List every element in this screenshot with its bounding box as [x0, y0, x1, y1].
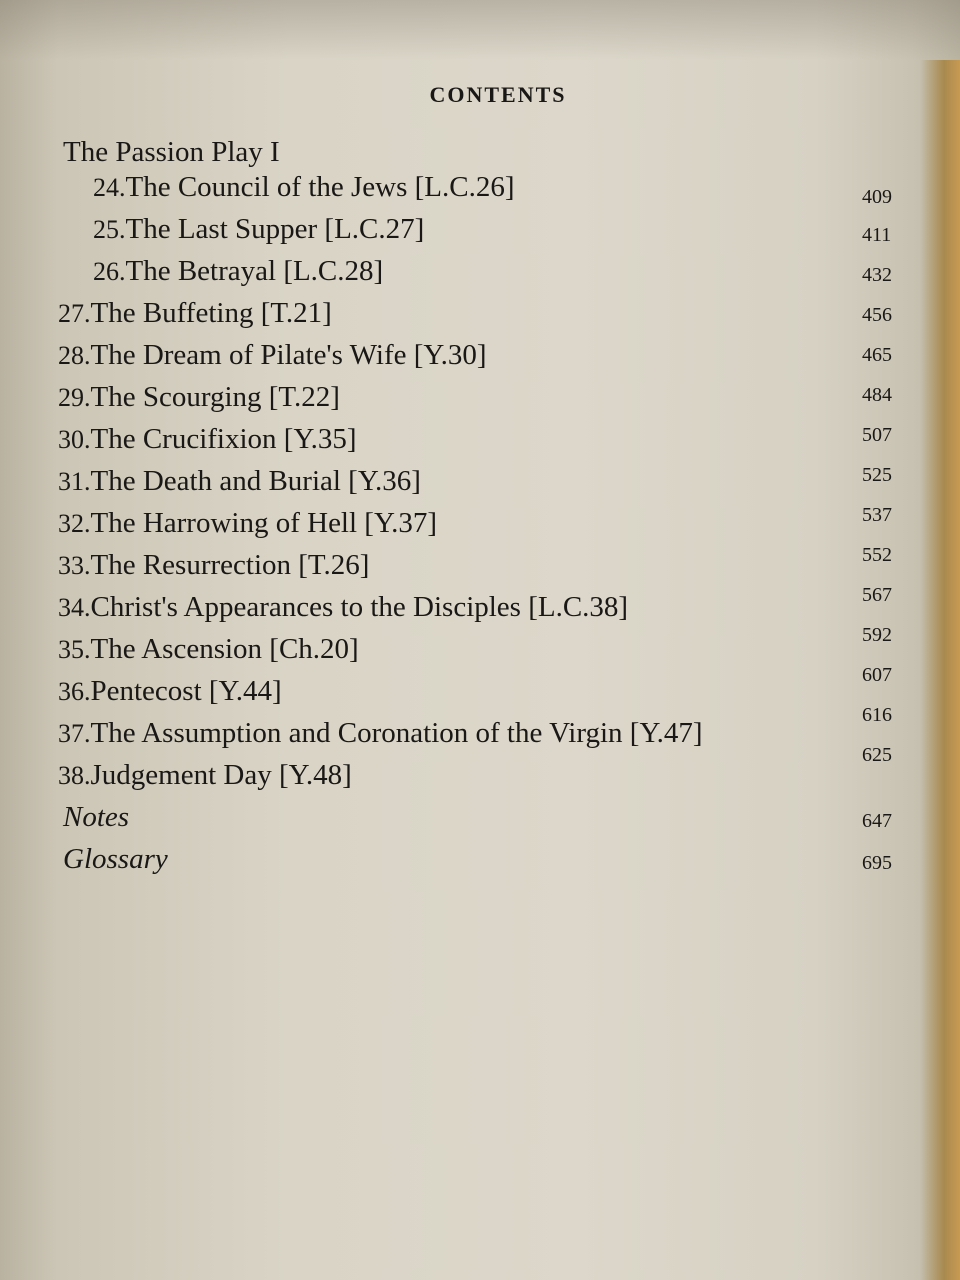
- toc-entry: [0, 292, 900, 334]
- toc-entry-number: 28.: [58, 341, 91, 370]
- toc-entry-text: [93, 250, 383, 293]
- toc-entry: [0, 744, 900, 796]
- toc-entry-page: 607: [862, 664, 892, 686]
- toc-entry: [0, 334, 900, 376]
- toc-entry-page: 537: [862, 504, 892, 526]
- toc-entry-page: 411: [862, 224, 892, 246]
- toc-entry-title: The Dream of Pilate's Wife [Y.30]: [90, 339, 487, 371]
- toc-entry: [0, 250, 900, 292]
- page-top-shadow: [0, 0, 960, 60]
- toc-entry: [0, 544, 900, 586]
- toc-entry-page: 567: [862, 584, 892, 606]
- toc-entry-title: The Assumption and Coronation of the Virgin [Y.47]: [90, 717, 703, 749]
- toc-entry-title: The Buffeting [T.21]: [90, 297, 332, 329]
- toc-entry-text: [58, 754, 352, 797]
- toc-entry-title: The Council of the Jews [L.C.26]: [125, 171, 515, 203]
- back-matter-page: 647: [862, 810, 892, 832]
- toc-entry-title: The Ascension [Ch.20]: [90, 633, 359, 665]
- toc-entry-title: The Resurrection [T.26]: [90, 549, 370, 581]
- toc-entry: [0, 664, 900, 712]
- toc-entry-number: 29.: [58, 383, 91, 412]
- back-matter-entry: [0, 838, 900, 880]
- toc-entry-number: 37.: [58, 719, 91, 748]
- toc-entry-number: 24.: [93, 173, 126, 202]
- toc-entry-title: The Last Supper [L.C.27]: [125, 213, 425, 245]
- toc-entry-number: 30.: [58, 425, 91, 454]
- toc-entry-page: 409: [862, 186, 892, 208]
- toc-entry: [0, 704, 900, 754]
- toc-entry-page: 616: [862, 704, 892, 726]
- toc-entry-text: [58, 334, 487, 377]
- toc-entry-title: The Betrayal [L.C.28]: [125, 255, 384, 287]
- toc-entry-text: [58, 502, 437, 545]
- toc-entry-page: 507: [862, 424, 892, 446]
- toc-entry: [0, 418, 900, 460]
- toc-entry-page: 484: [862, 384, 892, 406]
- toc-entry-title: The Scourging [T.22]: [90, 381, 340, 413]
- toc-entry-page: 465: [862, 344, 892, 366]
- toc-entry-title: Pentecost [Y.44]: [90, 675, 282, 707]
- toc-entry-number: 32.: [58, 509, 91, 538]
- toc-entry-text: [58, 586, 628, 629]
- toc-entry-title: The Harrowing of Hell [Y.37]: [90, 507, 438, 539]
- back-matter-title: Glossary: [63, 843, 168, 875]
- toc-entry-page: 552: [862, 544, 892, 566]
- toc-entry: [0, 460, 900, 502]
- toc-entry-page: 456: [862, 304, 892, 326]
- toc-entry-text: [58, 460, 421, 503]
- toc-entry-number: 36.: [58, 677, 91, 706]
- toc-entry: [0, 166, 900, 208]
- toc-entry-number: 26.: [93, 257, 126, 286]
- toc-entry-title: Judgement Day [Y.48]: [90, 759, 352, 791]
- toc-entry-page: 592: [862, 624, 892, 646]
- toc-entry: [0, 208, 900, 250]
- toc-entry-number: 27.: [58, 299, 91, 328]
- toc-entry-number: 35.: [58, 635, 91, 664]
- toc-entry: [0, 502, 900, 544]
- toc-entry-number: 25.: [93, 215, 126, 244]
- toc-entry-number: 33.: [58, 551, 91, 580]
- contents-heading: CONTENTS: [429, 82, 567, 107]
- toc-entry-title: The Crucifixion [Y.35]: [90, 423, 357, 455]
- toc-entry-number: 31.: [58, 467, 91, 496]
- toc-entry-title: The Death and Burial [Y.36]: [90, 465, 421, 497]
- toc-entry-number: 34.: [58, 593, 91, 622]
- toc-entry-page: 525: [862, 464, 892, 486]
- toc-entry: [0, 586, 900, 628]
- toc-entry-number: 38.: [58, 761, 91, 790]
- toc-entry: [0, 376, 900, 418]
- back-matter-title: Notes: [63, 801, 130, 833]
- part-title: The Passion Play I: [63, 136, 280, 168]
- toc-entry-text: [58, 670, 282, 713]
- toc-entry-text: [93, 166, 515, 209]
- toc-entry-text: [58, 376, 340, 419]
- back-matter-page: 695: [862, 852, 892, 874]
- toc-entry-text: [58, 712, 703, 755]
- toc-entry-text: [58, 544, 369, 587]
- toc-entry-title: Christ's Appearances to the Disciples [L.C.38]: [90, 591, 629, 623]
- back-matter-entry: [0, 796, 900, 838]
- toc-entry-text: [58, 292, 332, 335]
- toc-entry-text: [58, 418, 357, 461]
- toc-entry-page: 625: [862, 744, 892, 766]
- toc-entry-text: [58, 628, 359, 671]
- toc-entry: [0, 624, 900, 670]
- toc-entry-page: 432: [862, 264, 892, 286]
- toc-entry-text: [93, 208, 424, 251]
